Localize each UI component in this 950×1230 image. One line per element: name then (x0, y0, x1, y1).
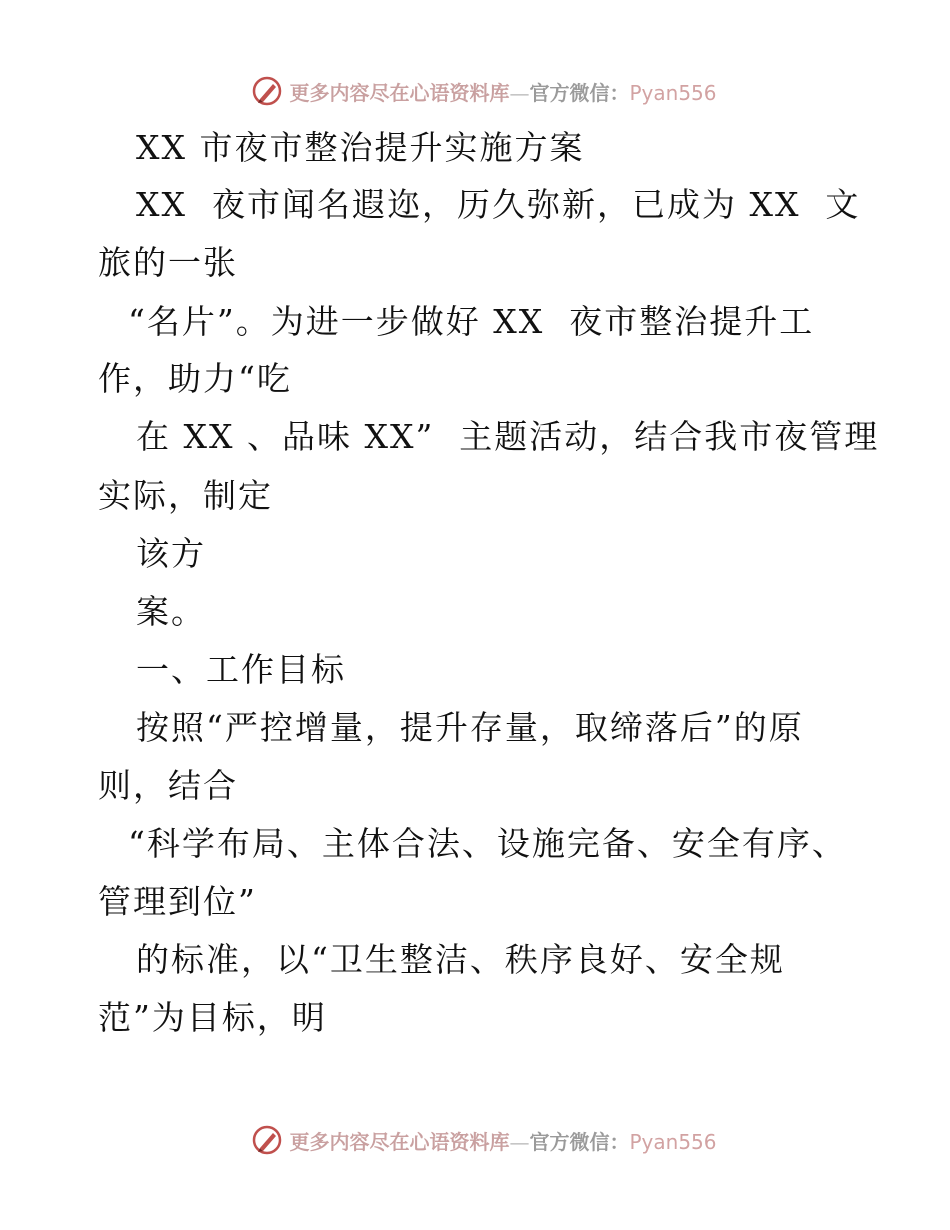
pen-logo-icon (251, 1124, 283, 1156)
document-title: XX 市夜市整治提升实施方案 (136, 128, 585, 167)
paragraph-line: 在 XX 、品味 XX” 主题活动，结合我市夜管理 (136, 417, 880, 456)
banner-official-label: 官方微信： (529, 80, 630, 105)
paragraph-line: XX 夜市闻名遐迩，历久弥新，已成为 XX 文 (136, 185, 861, 224)
paragraph-line: “名片”。为进一步做好 XX 夜市整治提升工 (128, 302, 815, 341)
banner-official-label: 官方微信： (529, 1129, 630, 1154)
banner-main-text: 更多内容尽在心语资料库 (289, 80, 510, 105)
banner-wechat-id: Pyan556 (629, 80, 717, 105)
banner-main-text: 更多内容尽在心语资料库 (289, 1129, 510, 1154)
paragraph-line: 则，结合 (98, 766, 238, 805)
pen-logo-icon (251, 75, 283, 107)
paragraph-line: 案。 (136, 592, 206, 631)
paragraph-line: 作，助力“吃 (98, 359, 292, 398)
paragraph-line: 按照“严控增量，提升存量，取缔落后”的原 (136, 708, 804, 747)
banner-wechat-id: Pyan556 (629, 1129, 717, 1154)
banner-dash: — (509, 80, 530, 105)
paragraph-line: “科学布局、主体合法、设施完备、安全有序、 (128, 824, 847, 863)
paragraph-line: 该方 (136, 534, 206, 573)
paragraph-line: 旅的一张 (98, 243, 238, 282)
banner-dash: — (509, 1129, 530, 1154)
section-heading: 一、工作目标 (136, 650, 346, 689)
paragraph-line: 范”为目标，明 (98, 998, 327, 1037)
header-banner (0, 71, 950, 111)
paragraph-line: 管理到位” (98, 882, 257, 921)
banner-text (289, 77, 716, 106)
paragraph-line: 实际，制定 (98, 476, 273, 515)
footer-banner (0, 1120, 950, 1160)
banner-text (289, 1126, 716, 1155)
paragraph-line: 的标准，以“卫生整洁、秩序良好、安全规 (136, 940, 785, 979)
